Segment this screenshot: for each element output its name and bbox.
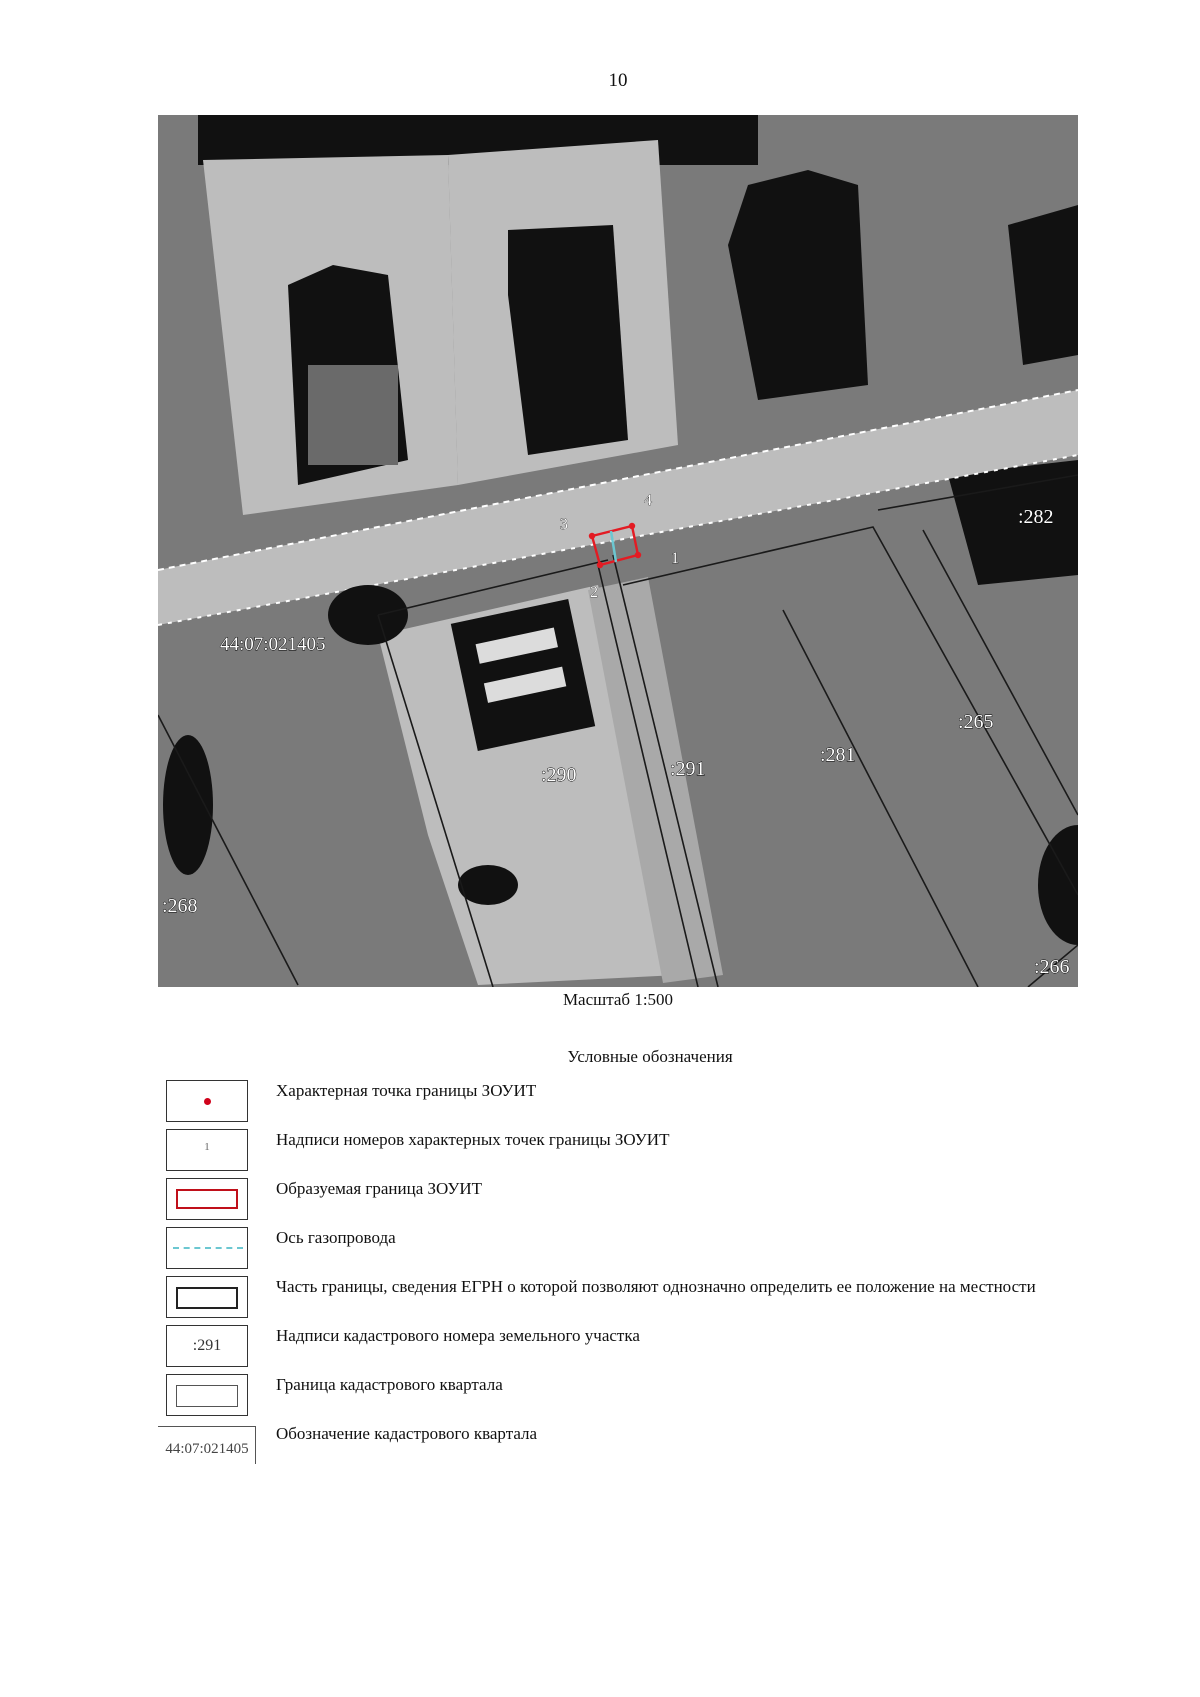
parcel-label-266: :266 (1034, 956, 1070, 978)
building-middle (508, 225, 628, 455)
point-label-4: 4 (644, 492, 652, 509)
parcel-label-265: :265 (958, 711, 994, 733)
quarter-code-sample: 44:07:021405 (165, 1441, 249, 1457)
legend-title: Условные обозначения (567, 1047, 733, 1066)
legend-label: Граница кадастрового квартала (276, 1375, 503, 1394)
cadastral-map[interactable] (158, 115, 1078, 987)
dark-spot-3 (458, 865, 518, 905)
legend (166, 1080, 1086, 1472)
point-label-1: 1 (671, 550, 679, 567)
page-number: 10 (608, 70, 628, 91)
gas-pipeline-line-icon (173, 1247, 243, 1249)
legend-item-characteristic-point (166, 1080, 1086, 1129)
parcel-label-290: :290 (541, 764, 577, 786)
map-scale: Масштаб 1:500 (562, 990, 674, 1009)
legend-symbol-box (166, 1374, 248, 1416)
legend-item-egrn-boundary (166, 1276, 1086, 1325)
legend-label: Образуемая граница ЗОУИТ (276, 1179, 483, 1198)
legend-label: Надписи номеров характерных точек границы ЗОУИТ (276, 1130, 670, 1149)
red-rectangle-icon (176, 1189, 238, 1209)
legend-symbol-box (166, 1227, 248, 1269)
parcel-label-268: :268 (162, 895, 198, 917)
legend-label: Характерная точка границы ЗОУИТ (276, 1081, 537, 1100)
legend-item-zouit-boundary (166, 1178, 1086, 1227)
legend-label: Надписи кадастрового номера земельного участка (276, 1326, 640, 1345)
point-label-3: 3 (560, 516, 568, 533)
legend-item-quarter-code (166, 1423, 1086, 1472)
building-left-inner (308, 365, 398, 465)
legend-symbol-box (166, 1276, 248, 1318)
legend-item-gas-pipeline (166, 1227, 1086, 1276)
legend-item-point-numbers (166, 1129, 1086, 1178)
zouit-point-1 (635, 552, 641, 558)
legend-item-quarter-boundary (166, 1374, 1086, 1423)
point-number-sample: 1 (204, 1141, 210, 1153)
legend-symbol-quarter (158, 1426, 256, 1464)
legend-label: Ось газопровода (276, 1228, 396, 1247)
parcel-label-281: :281 (820, 744, 856, 766)
legend-label: Часть границы, сведения ЕГРН о которой позволяют однозначно определить ее положение на местности (276, 1277, 1036, 1296)
dark-spot-2 (328, 585, 408, 645)
quarter-label: 44:07:021405 (220, 634, 326, 655)
zouit-point-4 (629, 523, 635, 529)
legend-symbol-box (166, 1129, 248, 1171)
zouit-point-2 (597, 562, 603, 568)
point-label-2: 2 (590, 584, 598, 601)
legend-symbol-box (166, 1325, 248, 1367)
map-canvas (158, 115, 1078, 987)
legend-symbol-box (166, 1178, 248, 1220)
legend-item-cadastral-number (166, 1325, 1086, 1374)
red-dot-icon (204, 1098, 211, 1105)
cadastral-number-sample: :291 (192, 1337, 222, 1354)
gray-rectangle-icon (176, 1385, 238, 1407)
legend-symbol-box (166, 1080, 248, 1122)
legend-label: Обозначение кадастрового квартала (276, 1424, 538, 1443)
zouit-point-3 (589, 533, 595, 539)
parcel-label-282: :282 (1018, 506, 1054, 528)
parcel-label-291: :291 (670, 758, 706, 780)
black-rectangle-icon (176, 1287, 238, 1309)
